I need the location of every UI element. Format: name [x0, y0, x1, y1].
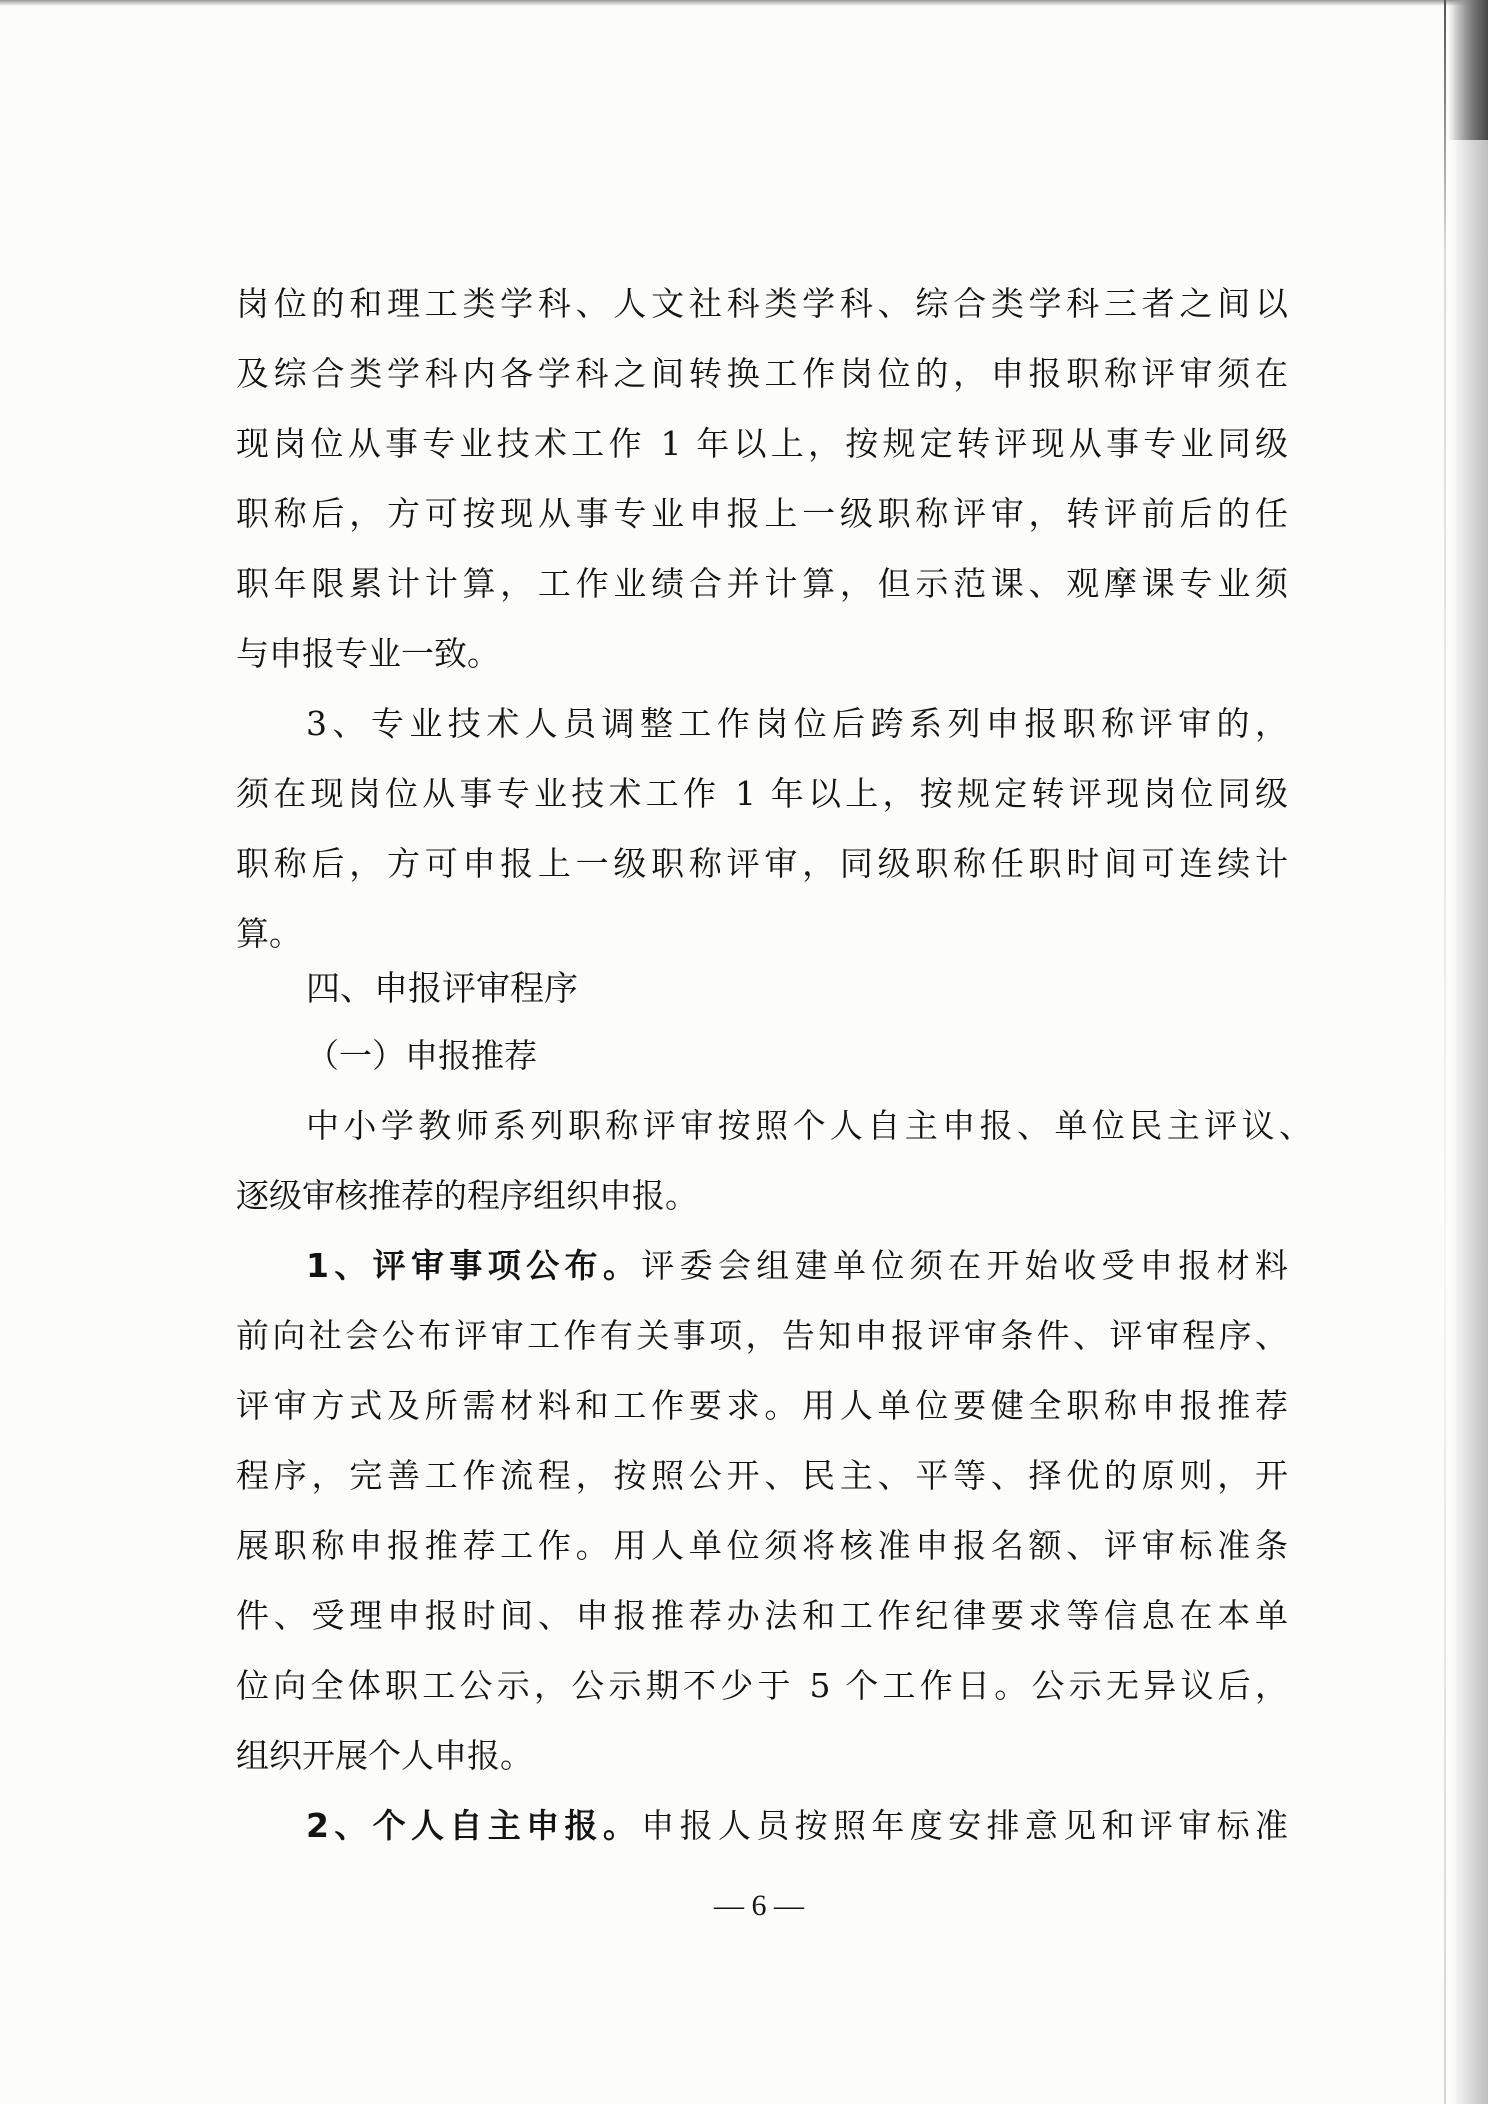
body-line: 职年限累计计算，工作业绩合并计算，但示范课、观摩课专业须 [236, 564, 1288, 603]
body-line: 现岗位从事专业技术工作 1 年以上，按规定转评现从事专业同级 [236, 424, 1288, 463]
item2-first-line [306, 1806, 1288, 1846]
scan-corner-shadow [1448, 0, 1488, 140]
body-line: 中小学教师系列职称评审按照个人自主申报、单位民主评议、 [306, 1106, 1312, 1145]
body-line: 及综合类学科内各学科之间转换工作岗位的，申报职称评审须在 [236, 354, 1288, 393]
body-line: 件、受理申报时间、申报推荐办法和工作纪律要求等信息在本单 [236, 1596, 1288, 1635]
body-line: 展职称申报推荐工作。用人单位须将核准申报名额、评审标准条 [236, 1526, 1288, 1565]
body-line: 职称后，方可按现从事专业申报上一级职称评审，转评前后的任 [236, 494, 1288, 533]
body-line: 与申报专业一致。 [236, 634, 500, 673]
body-line: 程序，完善工作流程，按照公开、民主、平等、择优的原则，开 [236, 1456, 1288, 1495]
item2-text: 申报人员按照年度安排意见和评审标准 [641, 1806, 1288, 1845]
scan-binding-shadow [1444, 0, 1446, 2104]
body-line: 逐级审核推荐的程序组织申报。 [236, 1176, 698, 1215]
item1-lead: 1、评审事项公布。 [306, 1246, 642, 1285]
body-line: 职称后，方可申报上一级职称评审，同级职称任职时间可连续计 [236, 844, 1288, 883]
scan-right-edge [1452, 0, 1488, 2104]
body-line: 评审方式及所需材料和工作要求。用人单位要健全职称申报推荐 [236, 1386, 1288, 1425]
body-line: 算。 [236, 914, 302, 953]
body-line: 3、专业技术人员调整工作岗位后跨系列申报职称评审的， [306, 704, 1288, 743]
scan-top-shadow [0, 0, 1488, 6]
item2-lead: 2、个人自主申报。 [306, 1806, 642, 1845]
item1-first-line [306, 1246, 1288, 1286]
subsection-heading: （一）申报推荐 [306, 1036, 537, 1075]
body-line: 须在现岗位从事专业技术工作 1 年以上，按规定转评现岗位同级 [236, 774, 1288, 813]
item1-text: 评委会组建单位须在开始收受申报材料 [641, 1246, 1288, 1285]
body-line: 前向社会公布评审工作有关事项，告知申报评审条件、评审程序、 [236, 1316, 1288, 1355]
body-line: 组织开展个人申报。 [236, 1736, 533, 1775]
body-line: 岗位的和理工类学科、人文社科类学科、综合类学科三者之间以 [236, 284, 1288, 323]
body-line: 位向全体职工公示，公示期不少于 5 个工作日。公示无异议后， [236, 1666, 1288, 1705]
section-heading: 四、申报评审程序 [306, 969, 578, 1009]
page-number: — 6 — [714, 1889, 804, 1922]
